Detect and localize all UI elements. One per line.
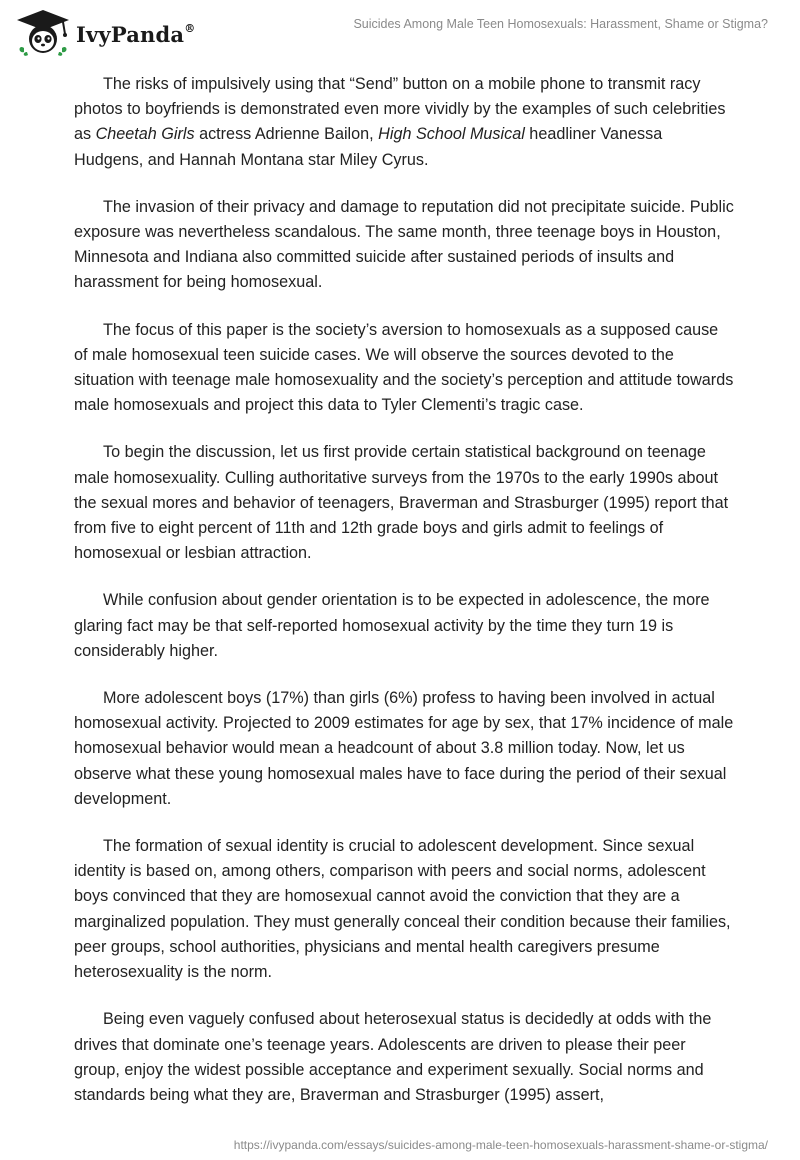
essay-body (74, 72, 734, 1130)
source-url[interactable]: https://ivypanda.com/essays/suicides-among-male-teen-homosexuals-harassment-shame-or-stigma/ (233, 1138, 768, 1152)
emphasis-cheetah-girls: Cheetah Girls (95, 125, 195, 144)
panda-graduate-icon (14, 8, 72, 58)
essay-title: Suicides Among Male Teen Homosexuals: Harassment, Shame or Stigma? (353, 17, 768, 31)
paragraph-2: The invasion of their privacy and damage to reputation did not precipitate suicide. Public exposure was nevertheless scandalous. The same month, three teenage boys in Houston, Minnesota and Indiana also committed suicide after sustained periods of insults and harassment for being homosexual. (74, 197, 734, 292)
paragraph-7: The formation of sexual identity is crucial to adolescent development. Since sexual identity is based on, among others, comparison with peers and social norms, adolescent boys convinced that they are homosexual cannot avoid the conviction that they are a marginalized population. They must generally conceal their condition because their families, peer groups, school authorities, physicians and mental health caregivers presume heterosexuality is the norm. (74, 837, 731, 982)
paragraph-5: While confusion about gender orientation is to be expected in adolescence, the more glaring fact may be that self-reported homosexual activity by the time they turn 19 is considerably higher. (74, 591, 710, 660)
paragraph-6: More adolescent boys (17%) than girls (6%) profess to having been involved in actual homosexual activity. Projected to 2009 estimates for age by sex, that 17% incidence of male homosexual behavior would mean a headcount of about 3.8 million today. Now, let us observe what these young homosexual males have to face during the period of their sexual development. (74, 689, 734, 808)
paragraph-3: The focus of this paper is the society’s aversion to homosexuals as a supposed cause of male homosexual teen suicide cases. We will observe the sources devoted to the situation with teenage male homosexuality and the society’s perception and attitude towards male homosexuals and project this data to Tyler Clementi’s tragic case. (74, 320, 734, 415)
paragraph-1: The risks of impulsively using that “Send” button on a mobile phone to transmit racy photos to boyfriends is demonstrated even more vividly by the examples of such celebrities as Cheetah Girls actress Adrienne Bailon, High School Musical headliner Vanessa Hudgens, and Hannah Montana star Miley Cyrus. (74, 75, 726, 169)
registered-mark: ® (184, 22, 196, 35)
page-header (0, 0, 800, 64)
paragraph-8: Being even vaguely confused about heterosexual status is decidedly at odds with the drives that dominate one’s teenage years. Adolescents are driven to please their peer group, enjoy the widest possible acceptance and experiment sexually. Social norms and standards being what they are, Braverman and Strasburger (1995) assert, (74, 1010, 712, 1104)
brand-name: IvyPanda® (76, 22, 196, 47)
paragraph-4: To begin the discussion, let us first provide certain statistical background on teenage male homosexuality. Culling authoritative surveys from the 1970s to the early 1990s about the sexual mores and behavior of teenagers, Braverman and Strasburger (1995) report that from five to eight percent of 11th and 12th grade boys and girls admit to feelings of homosexual or lesbian attraction. (74, 443, 729, 563)
emphasis-high-school-musical: High School Musical (378, 125, 525, 144)
ivypanda-logo[interactable] (14, 8, 214, 58)
